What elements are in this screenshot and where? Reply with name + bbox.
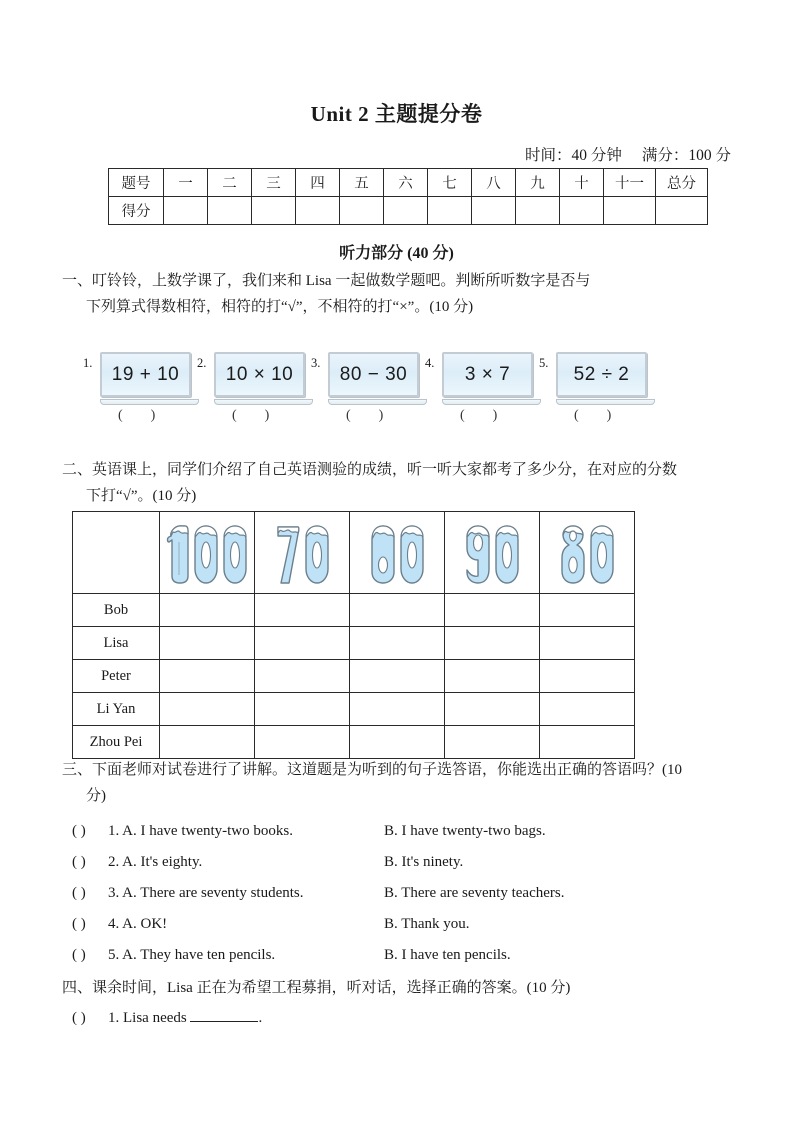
math-board-5 — [539, 352, 655, 405]
question-1-line-1: 一、叮铃铃，上数学课了，我们来和 Lisa 一起做数学题吧。判断所听数字是否与 — [62, 273, 591, 289]
answer-paren-5[interactable]: ( ) — [574, 408, 612, 423]
grid-score-header-2 — [255, 512, 350, 594]
student-name-zhou-pei: Zhou Pei — [73, 726, 160, 759]
choice-paren-5[interactable]: ( ) — [72, 947, 86, 963]
check-cell[interactable] — [445, 627, 540, 660]
student-name-lisa: Lisa — [73, 627, 160, 660]
choice-paren-1[interactable]: ( ) — [72, 823, 86, 839]
section-heading-listening: 听力部分 (40 分) — [339, 245, 454, 262]
question-4-item-1 — [72, 1008, 732, 1028]
score-cell[interactable] — [340, 197, 384, 225]
check-cell[interactable] — [445, 726, 540, 759]
question-3-prompt — [62, 757, 762, 809]
choice-paren-4[interactable]: ( ) — [72, 916, 86, 932]
math-board-1 — [83, 352, 199, 405]
check-cell[interactable] — [350, 660, 445, 693]
check-cell[interactable] — [540, 627, 635, 660]
check-cell[interactable] — [255, 594, 350, 627]
check-cell[interactable] — [540, 726, 635, 759]
exam-time: 时间：40 分钟 — [524, 147, 622, 164]
math-board-index-3: 3. — [311, 356, 321, 370]
math-expression-1: 19 + 10 — [111, 363, 180, 385]
choice-paren-3[interactable]: ( ) — [72, 885, 86, 901]
check-cell[interactable] — [255, 627, 350, 660]
score-col-10: 十 — [560, 169, 604, 197]
table-row — [73, 693, 635, 726]
board-stand-icon — [100, 399, 199, 405]
exam-meta — [0, 143, 731, 165]
check-cell[interactable] — [255, 726, 350, 759]
score-col-4: 四 — [296, 169, 340, 197]
question-2-line-2: 下打“√”。(10 分) — [86, 488, 197, 504]
score-cell[interactable] — [208, 197, 252, 225]
score-cell[interactable] — [560, 197, 604, 225]
math-expression-4: 3 × 7 — [464, 363, 511, 385]
table-row — [73, 660, 635, 693]
answer-paren-3[interactable]: ( ) — [346, 408, 384, 423]
choice-paren-2[interactable]: ( ) — [72, 854, 86, 870]
math-board-3 — [311, 352, 427, 405]
score-cell[interactable] — [296, 197, 340, 225]
board-stand-icon — [442, 399, 541, 405]
choice-4-option-b[interactable]: B. Thank you. — [384, 916, 470, 932]
score-col-5: 五 — [340, 169, 384, 197]
score-cell[interactable] — [384, 197, 428, 225]
choice-item-1 — [72, 821, 732, 841]
math-board-index-5: 5. — [539, 356, 549, 370]
choice-1-option-a[interactable]: 1. A. I have twenty-two books. — [108, 823, 293, 839]
choice-item-3 — [72, 883, 732, 903]
score-col-total: 总分 — [656, 169, 708, 197]
grid-corner-cell — [73, 512, 160, 594]
score-col-9: 九 — [516, 169, 560, 197]
choice-item-2 — [72, 852, 732, 872]
question-2-prompt — [62, 457, 762, 509]
question-3-line-1: 三、下面老师对试卷进行了讲解。这道题是为听到的句子选答语，你能选出正确的答语吗？(10 — [62, 762, 682, 778]
math-expression-2: 10 × 10 — [225, 363, 294, 385]
choice-item-5 — [72, 945, 732, 965]
score-cell[interactable] — [604, 197, 656, 225]
table-row — [73, 594, 635, 627]
answer-paren-1[interactable]: ( ) — [118, 408, 156, 423]
check-cell[interactable] — [540, 660, 635, 693]
score-col-7: 七 — [428, 169, 472, 197]
math-board-row — [72, 352, 722, 414]
question-1-prompt — [62, 268, 742, 320]
math-expression-3: 80 − 30 — [339, 363, 408, 385]
question-1-line-2: 下列算式得数相符，相符的打“√”，不相符的打“×”。(10 分) — [86, 299, 474, 315]
icy-number-80 — [540, 512, 634, 593]
check-cell[interactable] — [445, 660, 540, 693]
score-row-label-points: 得分 — [109, 197, 164, 225]
check-cell[interactable] — [160, 660, 255, 693]
score-cell[interactable] — [656, 197, 708, 225]
table-row — [109, 197, 708, 225]
check-cell[interactable] — [350, 594, 445, 627]
check-cell[interactable] — [540, 594, 635, 627]
icy-number-90 — [445, 512, 539, 593]
icy-number-70 — [255, 512, 349, 593]
check-cell[interactable] — [160, 726, 255, 759]
math-board-screen-4 — [442, 352, 533, 397]
math-board-index-2: 2. — [197, 356, 207, 370]
choice-2-option-a[interactable]: 2. A. It's eighty. — [108, 854, 203, 870]
question-4-stem: 1. Lisa needs — [108, 1010, 187, 1026]
question-4-period: . — [258, 1010, 263, 1026]
check-cell[interactable] — [160, 627, 255, 660]
board-stand-icon — [556, 399, 655, 405]
score-col-1: 一 — [164, 169, 208, 197]
score-cell[interactable] — [164, 197, 208, 225]
score-col-8: 八 — [472, 169, 516, 197]
math-board-index-1: 1. — [83, 356, 93, 370]
student-name-li-yan: Li Yan — [73, 693, 160, 726]
grid-score-header-4 — [445, 512, 540, 594]
check-cell[interactable] — [445, 594, 540, 627]
math-board-4 — [425, 352, 541, 405]
question-3-line-2: 分) — [86, 788, 106, 804]
grid-score-header-3 — [350, 512, 445, 594]
grid-score-header-1 — [160, 512, 255, 594]
choice-item-4 — [72, 914, 732, 934]
student-score-grid — [72, 511, 635, 759]
student-name-bob: Bob — [73, 594, 160, 627]
check-cell[interactable] — [350, 693, 445, 726]
score-col-2: 二 — [208, 169, 252, 197]
question-4-paren[interactable]: ( ) — [72, 1010, 86, 1026]
check-cell[interactable] — [160, 594, 255, 627]
answer-paren-4[interactable]: ( ) — [460, 408, 498, 423]
answer-paren-2[interactable]: ( ) — [232, 408, 270, 423]
table-row — [109, 169, 708, 197]
math-board-2 — [197, 352, 313, 405]
choice-5-option-b[interactable]: B. I have ten pencils. — [384, 947, 511, 963]
score-row-label-number: 题号 — [109, 169, 164, 197]
math-expression-5: 52 ÷ 2 — [573, 363, 630, 385]
choice-5-option-a[interactable]: 5. A. They have ten pencils. — [108, 947, 276, 963]
choice-1-option-b[interactable]: B. I have twenty-two bags. — [384, 823, 546, 839]
check-cell[interactable] — [350, 726, 445, 759]
check-cell[interactable] — [255, 660, 350, 693]
student-name-peter: Peter — [73, 660, 160, 693]
table-row — [73, 726, 635, 759]
question-4-line-1: 四、课余时间，Lisa 正在为希望工程募捐，听对话，选择正确的答案。(10 分) — [62, 980, 571, 996]
math-board-screen-3 — [328, 352, 419, 397]
fill-blank-line[interactable] — [190, 1008, 258, 1022]
math-board-screen-5 — [556, 352, 647, 397]
check-cell[interactable] — [540, 693, 635, 726]
score-cell[interactable] — [472, 197, 516, 225]
check-cell[interactable] — [445, 693, 540, 726]
score-col-6: 六 — [384, 169, 428, 197]
score-cell[interactable] — [516, 197, 560, 225]
check-cell[interactable] — [350, 627, 445, 660]
score-col-11: 十一 — [604, 169, 656, 197]
check-cell[interactable] — [255, 693, 350, 726]
table-row — [73, 627, 635, 660]
table-row — [73, 512, 635, 594]
score-cell[interactable] — [252, 197, 296, 225]
answer-paren-row — [72, 408, 722, 428]
exam-full-marks: 满分：100 分 — [641, 147, 731, 164]
question-4-prompt — [62, 975, 762, 1001]
math-board-index-4: 4. — [425, 356, 435, 370]
math-board-screen-2 — [214, 352, 305, 397]
choice-3-option-a[interactable]: 3. A. There are seventy students. — [108, 885, 304, 901]
choice-4-option-a[interactable]: 4. A. OK! — [108, 916, 168, 932]
score-cell[interactable] — [428, 197, 472, 225]
math-board-screen-1 — [100, 352, 191, 397]
icy-number-100 — [160, 512, 254, 593]
choice-3-option-b[interactable]: B. There are seventy teachers. — [384, 885, 565, 901]
page-title: Unit 2 主题提分卷 — [310, 102, 483, 126]
question-2-line-1: 二、英语课上，同学们介绍了自己英语测验的成绩，听一听大家都考了多少分，在对应的分数 — [62, 462, 678, 478]
check-cell[interactable] — [160, 693, 255, 726]
board-stand-icon — [328, 399, 427, 405]
grid-score-header-5 — [540, 512, 635, 594]
board-stand-icon — [214, 399, 313, 405]
score-summary-table — [108, 168, 708, 225]
score-col-3: 三 — [252, 169, 296, 197]
icy-number-60 — [350, 512, 444, 593]
choice-2-option-b[interactable]: B. It's ninety. — [384, 854, 464, 870]
